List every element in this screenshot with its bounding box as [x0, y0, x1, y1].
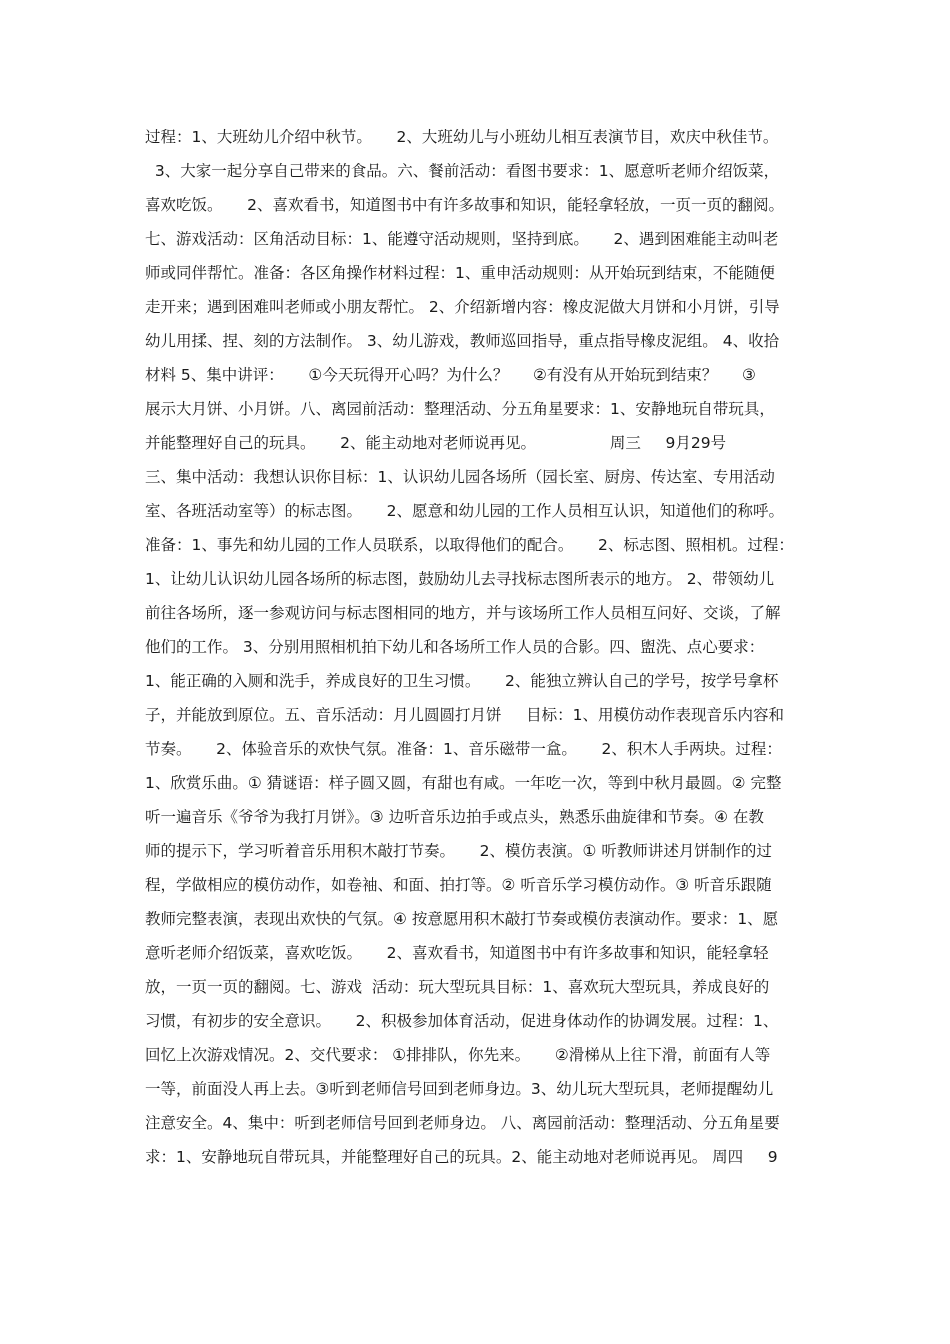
text-line: 听一遍音乐《爷爷为我打月饼》。③ 边听音乐边拍手或点头，熟悉乐曲旋律和节奏。④ 在教: [145, 808, 764, 826]
text-line: 喜欢吃饭。 2、喜欢看书，知道图书中有许多故事和知识，能轻拿轻放，一页一页的翻阅。: [145, 196, 784, 214]
text-line: 展示大月饼、小月饼。八、离园前活动：整理活动、分五角星要求：1、安静地玩自带玩具，: [145, 400, 775, 418]
text-line: 习惯，有初步的安全意识。 2、积极参加体育活动，促进身体动作的协调发展。过程：1、: [145, 1012, 779, 1030]
text-line: 走开来；遇到困难叫老师或小朋友帮忙。 2、介绍新增内容：橡皮泥做大月饼和小月饼，引导: [145, 298, 780, 316]
text-line: 1、让幼儿认识幼儿园各场所的标志图，鼓励幼儿去寻找标志图所表示的地方。 2、带领幼儿: [145, 570, 775, 588]
text-line: 1、能正确的入厕和洗手，养成良好的卫生习惯。 2、能独立辨认自己的学号，按学号拿杯: [145, 672, 779, 690]
text-line: 节奏。 2、体验音乐的欢快气氛。准备：1、音乐磁带一盒。 2、积木人手两块。过程：: [145, 740, 782, 758]
text-line: 放，一页一页的翻阅。七、游戏 活动：玩大型玩具目标：1、喜欢玩大型玩具，养成良好的: [145, 978, 770, 996]
text-line: 意听老师介绍饭菜，喜欢吃饭。 2、喜欢看书，知道图书中有许多故事和知识，能轻拿轻: [145, 944, 769, 962]
text-line: 室、各班活动室等）的标志图。 2、愿意和幼儿园的工作人员相互认识，知道他们的称呼。: [145, 502, 784, 520]
text-line: 1、欣赏乐曲。① 猜谜语：样子圆又圆，有甜也有咸。一年吃一次，等到中秋月最圆。② 完整: [145, 774, 782, 792]
text-line: 前往各场所，逐一参观访问与标志图相同的地方，并与该场所工作人员相互问好、交谈，了解: [145, 604, 781, 622]
text-line: 程，学做相应的模仿动作，如卷袖、和面、拍打等。② 听音乐学习模仿动作。③ 听音乐跟随: [145, 876, 772, 894]
document-body-text: [145, 120, 815, 1174]
text-line: 求：1、安静地玩自带玩具，并能整理好自己的玩具。2、能主动地对老师说再见。 周四 9: [145, 1148, 778, 1166]
text-line: 注意安全。4、集中：听到老师信号回到老师身边。 八、离园前活动：整理活动、分五角星要: [145, 1114, 780, 1132]
text-line: 准备：1、事先和幼儿园的工作人员联系，以取得他们的配合。 2、标志图、照相机。过程：: [145, 536, 794, 554]
text-line: 材料 5、集中讲评： ①今天玩得开心吗？为什么？ ②有没有从开始玩到结束？ ③: [145, 366, 756, 384]
text-line: 过程：1、大班幼儿介绍中秋节。 2、大班幼儿与小班幼儿相互表演节目，欢庆中秋佳节。: [145, 128, 779, 146]
text-line: 并能整理好自己的玩具。 2、能主动地对老师说再见。 周三 9月29号: [145, 434, 727, 452]
text-line: 幼儿用揉、捏、刻的方法制作。 3、幼儿游戏，教师巡回指导，重点指导橡皮泥组。 4、收拾: [145, 332, 780, 350]
text-line: 他们的工作。 3、分别用照相机拍下幼儿和各场所工作人员的合影。四、盥洗、点心要求：: [145, 638, 765, 656]
text-line: 3、大家一起分享自己带来的食品。六、餐前活动：看图书要求：1、愿意听老师介绍饭菜，: [145, 162, 780, 180]
text-line: 师的提示下，学习听着音乐用积木敲打节奏。 2、模仿表演。① 听教师讲述月饼制作的过: [145, 842, 772, 860]
text-line: 教师完整表演，表现出欢快的气氛。④ 按意愿用积木敲打节奏或模仿表演动作。要求：1、愿: [145, 910, 779, 928]
text-line: 师或同伴帮忙。准备：各区角操作材料过程：1、重申活动规则：从开始玩到结束，不能随便: [145, 264, 775, 282]
text-line: 一等，前面没人再上去。③听到老师信号回到老师身边。3、幼儿玩大型玩具，老师提醒幼儿: [145, 1080, 774, 1098]
text-line: 回忆上次游戏情况。2、交代要求： ①排排队，你先来。 ②滑梯从上往下滑，前面有人等: [145, 1046, 771, 1064]
text-line: 子，并能放到原位。五、音乐活动：月儿圆圆打月饼 目标：1、用模仿动作表现音乐内容和: [145, 706, 784, 724]
text-line: 三、集中活动：我想认识你目标：1、认识幼儿园各场所（园长室、厨房、传达室、专用活动: [145, 468, 775, 486]
text-line: 七、游戏活动：区角活动目标：1、能遵守活动规则，坚持到底。 2、遇到困难能主动叫老: [145, 230, 779, 248]
